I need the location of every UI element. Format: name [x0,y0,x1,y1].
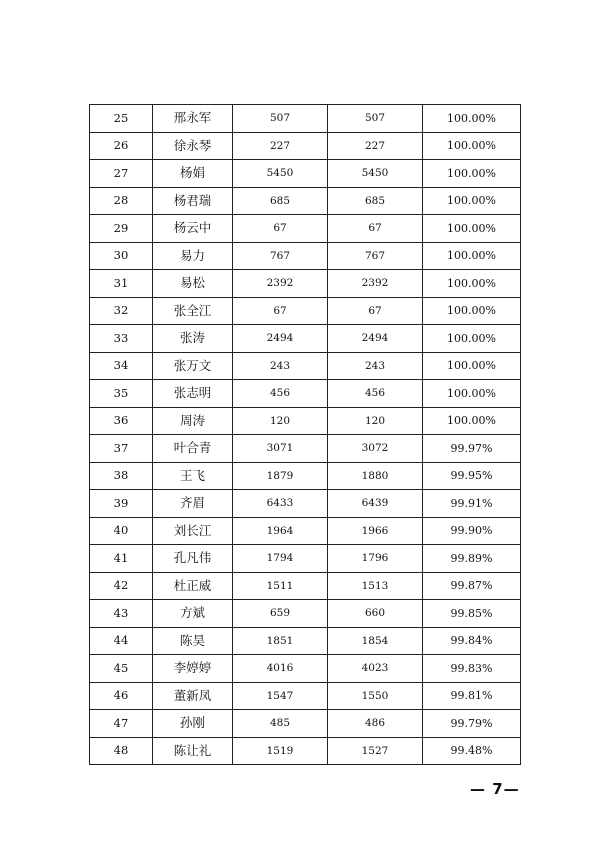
table-row [90,352,521,380]
value-a-cell: 659 [233,600,328,628]
value-b-cell: 660 [328,600,423,628]
row-index-cell: 36 [90,407,153,435]
table-row [90,105,521,133]
value-a-cell: 2494 [233,325,328,353]
value-a-cell: 1964 [233,517,328,545]
value-b-cell: 3072 [328,435,423,463]
row-index-cell: 40 [90,517,153,545]
row-index-cell: 47 [90,710,153,738]
value-b-cell: 2494 [328,325,423,353]
value-b-cell: 685 [328,187,423,215]
value-b-cell: 1854 [328,627,423,655]
value-b-cell: 507 [328,105,423,133]
rate-cell: 100.00% [423,380,521,408]
table-body [90,105,521,765]
rate-cell: 99.95% [423,462,521,490]
name-cell: 易松 [153,270,233,298]
name-cell: 徐永琴 [153,132,233,160]
row-index-cell: 27 [90,160,153,188]
table-row [90,325,521,353]
row-index-cell: 28 [90,187,153,215]
table-row [90,435,521,463]
row-index-cell: 33 [90,325,153,353]
row-index-cell: 25 [90,105,153,133]
table-row [90,682,521,710]
value-b-cell: 486 [328,710,423,738]
value-a-cell: 243 [233,352,328,380]
name-cell: 孔凡伟 [153,545,233,573]
value-a-cell: 4016 [233,655,328,683]
rate-cell: 100.00% [423,105,521,133]
row-index-cell: 44 [90,627,153,655]
value-b-cell: 1527 [328,737,423,765]
rate-cell: 99.48% [423,737,521,765]
row-index-cell: 42 [90,572,153,600]
value-b-cell: 2392 [328,270,423,298]
rate-cell: 100.00% [423,352,521,380]
row-index-cell: 32 [90,297,153,325]
name-cell: 张涛 [153,325,233,353]
name-cell: 陈让礼 [153,737,233,765]
rate-cell: 99.79% [423,710,521,738]
value-b-cell: 227 [328,132,423,160]
row-index-cell: 39 [90,490,153,518]
row-index-cell: 46 [90,682,153,710]
table-row [90,490,521,518]
table-row [90,297,521,325]
name-cell: 杨娟 [153,160,233,188]
value-b-cell: 4023 [328,655,423,683]
value-b-cell: 1513 [328,572,423,600]
name-cell: 邢永军 [153,105,233,133]
name-cell: 孙刚 [153,710,233,738]
rate-cell: 99.85% [423,600,521,628]
row-index-cell: 31 [90,270,153,298]
row-index-cell: 34 [90,352,153,380]
name-cell: 张万文 [153,352,233,380]
row-index-cell: 37 [90,435,153,463]
value-a-cell: 67 [233,297,328,325]
row-index-cell: 30 [90,242,153,270]
rate-cell: 99.83% [423,655,521,683]
value-a-cell: 6433 [233,490,328,518]
value-a-cell: 485 [233,710,328,738]
value-a-cell: 1879 [233,462,328,490]
name-cell: 齐眉 [153,490,233,518]
name-cell: 杜正威 [153,572,233,600]
table-row [90,710,521,738]
table-row [90,270,521,298]
value-b-cell: 1966 [328,517,423,545]
name-cell: 方斌 [153,600,233,628]
name-cell: 陈昊 [153,627,233,655]
row-index-cell: 35 [90,380,153,408]
value-b-cell: 5450 [328,160,423,188]
row-index-cell: 26 [90,132,153,160]
value-a-cell: 1547 [233,682,328,710]
rate-cell: 99.91% [423,490,521,518]
value-b-cell: 456 [328,380,423,408]
table-row [90,600,521,628]
value-a-cell: 685 [233,187,328,215]
name-cell: 刘长江 [153,517,233,545]
value-b-cell: 67 [328,215,423,243]
rate-cell: 100.00% [423,270,521,298]
value-b-cell: 6439 [328,490,423,518]
rate-cell: 100.00% [423,407,521,435]
rate-cell: 100.00% [423,132,521,160]
value-b-cell: 120 [328,407,423,435]
name-cell: 张全江 [153,297,233,325]
name-cell: 杨云中 [153,215,233,243]
rate-cell: 99.84% [423,627,521,655]
name-cell: 张志明 [153,380,233,408]
data-table [89,104,521,765]
rate-cell: 99.97% [423,435,521,463]
table-row [90,572,521,600]
rate-cell: 100.00% [423,297,521,325]
value-b-cell: 1550 [328,682,423,710]
name-cell: 李婷婷 [153,655,233,683]
rate-cell: 99.87% [423,572,521,600]
row-index-cell: 41 [90,545,153,573]
value-a-cell: 120 [233,407,328,435]
table-row [90,187,521,215]
rate-cell: 99.89% [423,545,521,573]
table-row [90,545,521,573]
rate-cell: 100.00% [423,187,521,215]
row-index-cell: 45 [90,655,153,683]
name-cell: 叶合青 [153,435,233,463]
table-row [90,242,521,270]
value-a-cell: 67 [233,215,328,243]
table-row [90,380,521,408]
value-a-cell: 5450 [233,160,328,188]
value-a-cell: 2392 [233,270,328,298]
name-cell: 董新凤 [153,682,233,710]
value-a-cell: 1794 [233,545,328,573]
row-index-cell: 29 [90,215,153,243]
value-b-cell: 243 [328,352,423,380]
table-row [90,407,521,435]
table-row [90,215,521,243]
rate-cell: 100.00% [423,160,521,188]
rate-cell: 99.90% [423,517,521,545]
table-row [90,160,521,188]
value-a-cell: 3071 [233,435,328,463]
table-row [90,737,521,765]
table-row [90,655,521,683]
value-b-cell: 67 [328,297,423,325]
rate-cell: 100.00% [423,325,521,353]
table-row [90,627,521,655]
value-b-cell: 1880 [328,462,423,490]
rate-cell: 99.81% [423,682,521,710]
name-cell: 杨君瑞 [153,187,233,215]
value-b-cell: 1796 [328,545,423,573]
table-row [90,462,521,490]
rate-cell: 100.00% [423,242,521,270]
value-a-cell: 1851 [233,627,328,655]
name-cell: 周涛 [153,407,233,435]
table-row [90,517,521,545]
value-a-cell: 1519 [233,737,328,765]
name-cell: 易力 [153,242,233,270]
value-a-cell: 767 [233,242,328,270]
row-index-cell: 48 [90,737,153,765]
value-a-cell: 1511 [233,572,328,600]
name-cell: 王飞 [153,462,233,490]
value-a-cell: 507 [233,105,328,133]
rate-cell: 100.00% [423,215,521,243]
value-a-cell: 227 [233,132,328,160]
table-row [90,132,521,160]
row-index-cell: 38 [90,462,153,490]
page-number: — 7— [470,780,520,798]
value-a-cell: 456 [233,380,328,408]
row-index-cell: 43 [90,600,153,628]
value-b-cell: 767 [328,242,423,270]
